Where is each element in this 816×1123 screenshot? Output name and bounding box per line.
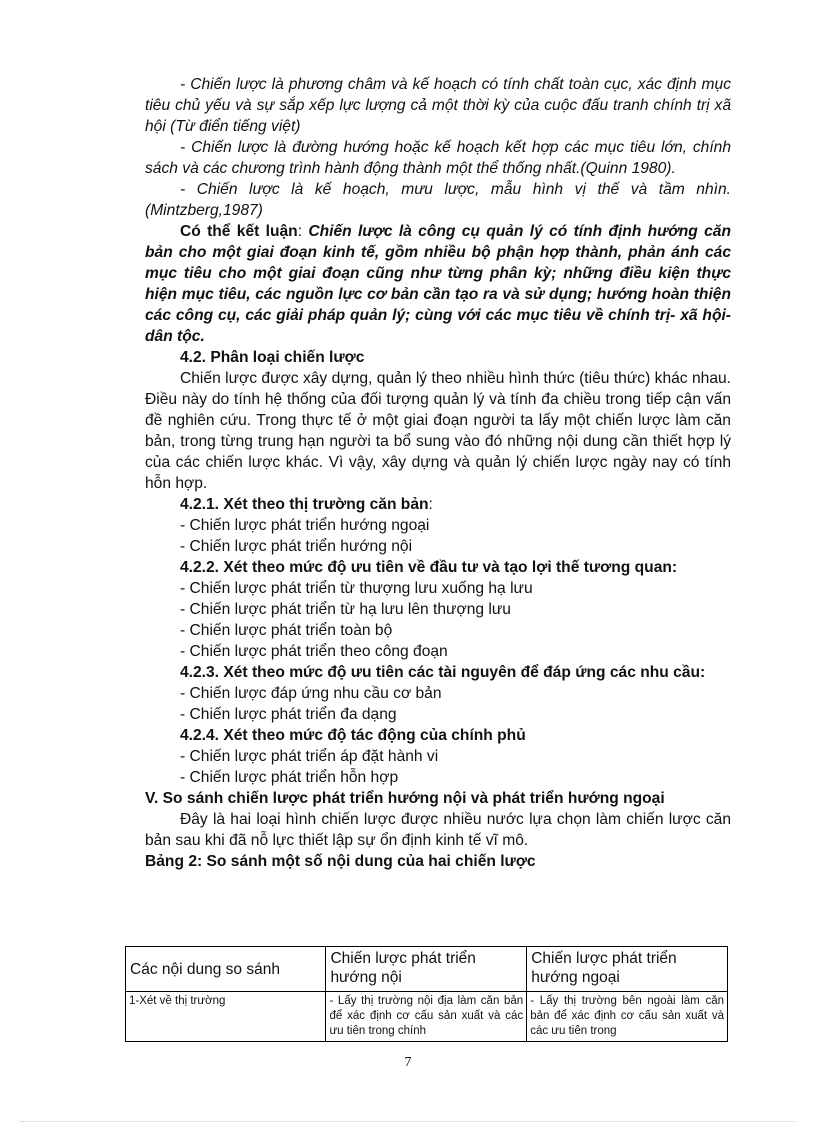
table-caption: Bảng 2: So sánh một số nội dung của hai chiến lược [145,853,536,870]
section-4-2-body: Chiến lược được xây dựng, quản lý theo nhiều hình thức (tiêu thức) khác nhau. Điều này do tính hệ thống của đối tượng quản lý và tính đa chiều trong tiếp cận vấn đề nghiên cứu. Trong thực tế ở một giai đoạn người ta lấy một chiến lược làm căn bản, trong từng trung hạn người ta bổ sung vào đó những nội dung cần thiết hợp lý của các chiến lược khác. Vì vậy, xây dựng và quản lý chiến lược ngày nay có tính hỗn hợp. [145,370,731,492]
list-item: - Chiến lược phát triển từ hạ lưu lên thượng lưu [180,601,511,618]
list-item: - Chiến lược đáp ứng nhu cầu cơ bản [180,685,442,702]
page-number: 7 [404,1055,412,1070]
conclusion-paragraph [145,221,731,347]
definition-paragraph: - Chiến lược là kế hoạch, mưu lược, mẫu hình vị thế và tầm nhìn. (Mintzberg,1987) [145,181,731,219]
page-body [145,74,731,872]
page-bottom-divider [20,1121,796,1122]
table-cell [326,992,527,1042]
definition-paragraph: - Chiến lược là phương châm và kế hoạch có tính chất toàn cục, xác định mục tiêu chủ yếu và sự sắp xếp lực lượng cả một thời kỳ của cuộc đấu tranh chính trị xã hội (Từ điển tiếng việt) [145,76,731,135]
list-item: - Chiến lược phát triển theo công đoạn [180,643,448,660]
list-item: - Chiến lược phát triển đa dạng [180,706,397,723]
subsection-heading-colon: : [428,496,433,513]
subsection-heading-4-2-3: 4.2.3. Xét theo mức độ ưu tiên các tài nguyên để đáp ứng các nhu cầu: [180,664,706,681]
table-cell [126,992,326,1042]
list-item: - Chiến lược phát triển hỗn hợp [180,769,399,786]
table-header-cell: Các nội dung so sánh [126,947,326,992]
subsection-heading-4-2-1 [145,494,731,515]
conclusion-separator: : [297,223,309,240]
list-item: - Chiến lược phát triển từ thượng lưu xuống hạ lưu [180,580,533,597]
table-header-cell: Chiến lược phát triển hướng nội [326,947,527,992]
section-heading-v: V. So sánh chiến lược phát triển hướng nội và phát triển hướng ngoại [145,790,665,807]
table-header-cell: Chiến lược phát triển hướng ngoại [527,947,728,992]
table-cell-text: - Lấy thị trường bên ngoài làm căn bản để xác định cơ cấu sản xuất và các ưu tiên trong [530,995,724,1037]
table-cell-text: - Lấy thị trường nội địa làm căn bản để xác định cơ cấu sản xuất và các ưu tiên trong chính [329,995,524,1037]
table-cell [527,992,728,1042]
table-header-row [126,947,728,992]
definition-paragraph: - Chiến lược là đường hướng hoặc kế hoạch kết hợp các mục tiêu lớn, chính sách và các chương trình hành động thành một thể thống nhất.(Quinn 1980). [145,139,731,177]
section-v-body: Đây là hai loại hình chiến lược được nhiều nước lựa chọn làm chiến lược căn bản sau khi đã nỗ lực thiết lập sự ổn định kinh tế vĩ mô. [145,811,731,849]
section-heading-4-2: 4.2. Phân loại chiến lược [180,349,365,366]
subsection-heading-text: 4.2.1. Xét theo thị trường căn bản [180,496,429,513]
conclusion-text: Chiến lược là công cụ quản lý có tính định hướng căn bản cho một giai đoạn kinh tế, gồm nhiều bộ phận hợp thành, phản ánh các mục tiêu cho một giai đoạn cũng như từng phân kỳ; những điều kiện thực hiện mục tiêu, các nguồn lực cơ bản cần tạo ra và sử dụng; hướng hoàn thiện các công cụ, các giải pháp quản lý; cùng với các mục tiêu về chính trị- xã hội-dân tộc. [145,223,731,345]
list-item: - Chiến lược phát triển hướng nội [180,538,413,555]
conclusion-label: Có thể kết luận [180,223,298,240]
list-item: - Chiến lược phát triển hướng ngoại [180,517,430,534]
subsection-heading-4-2-4: 4.2.4. Xét theo mức độ tác động của chính phủ [180,727,526,744]
table-row [126,992,728,1042]
subsection-heading-4-2-2: 4.2.2. Xét theo mức độ ưu tiên về đầu tư và tạo lợi thế tương quan: [180,559,678,576]
list-item: - Chiến lược phát triển áp đặt hành vi [180,748,439,765]
comparison-table [125,946,728,1042]
table-cell-text: 1-Xét về thị trường [129,995,226,1007]
list-item: - Chiến lược phát triển toàn bộ [180,622,393,639]
